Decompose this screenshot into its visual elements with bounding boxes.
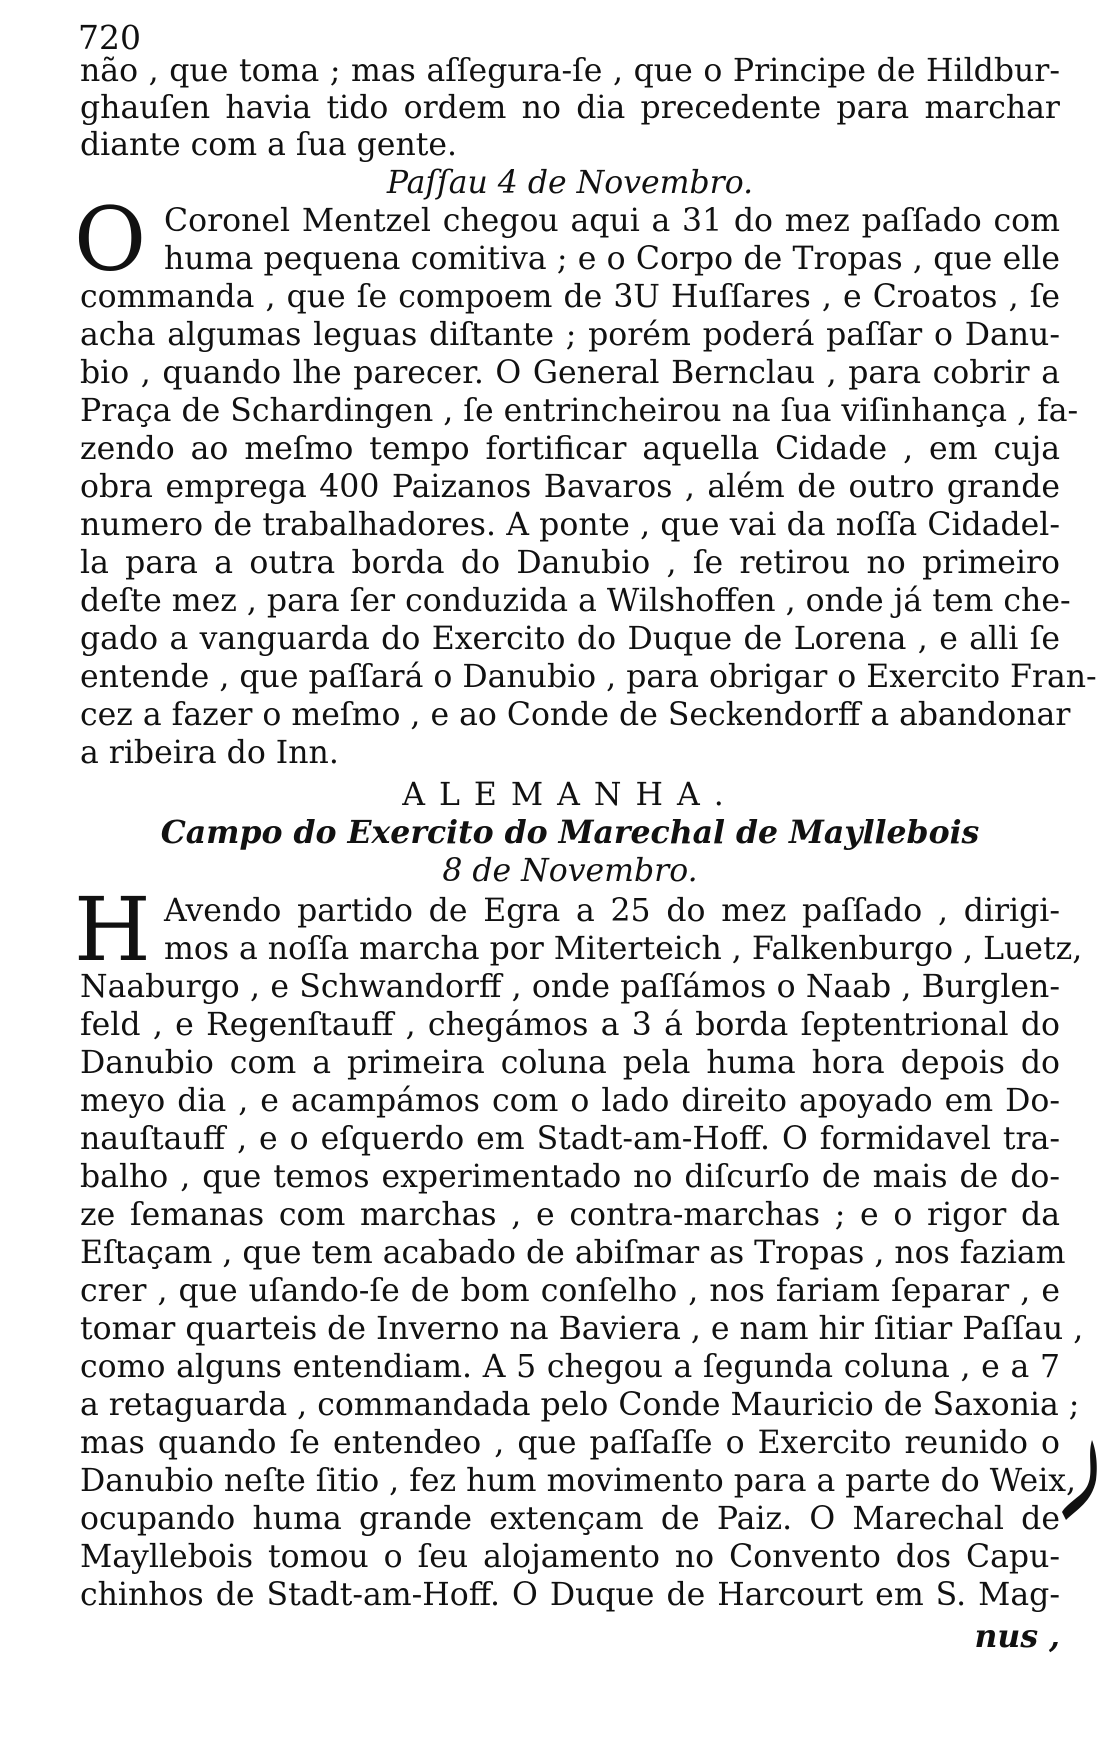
text-line: Coronel Mentzel chegou aqui a 31 do mez paſſado com <box>164 203 1060 239</box>
text-line: a retaguarda , commandada pelo Conde Mauricio de Saxonia ; <box>80 1387 1080 1423</box>
text-line: Avendo partido de Egra a 25 do mez paſſado , dirigi- <box>164 893 1060 929</box>
section-subheading: Campo do Exercito do Marechal de Mayllebois <box>160 814 980 851</box>
text-line: obra emprega 400 Paizanos Bavaros , além de outro grande <box>80 469 1060 505</box>
page-edge-mark <box>1062 1440 1098 1520</box>
text-line: commanda , que ſe compoem de 3U Huſſares , e Croatos , ſe <box>80 279 1060 315</box>
text-line: ocupando huma grande extençam de Paiz. O Marechal de <box>80 1501 1060 1537</box>
text-line: deſte mez , para ſer conduzida a Wilshoffen , onde já tem che- <box>80 583 1071 619</box>
dateline-passau: Paſſau 4 de Novembro. <box>386 165 754 201</box>
text-line: numero de trabalhadores. A ponte , que vai da noſſa Cidadel- <box>80 507 1060 543</box>
text-line: nauſtauff , e o eſquerdo em Stadt-am-Hoff. O formidavel tra- <box>80 1121 1060 1157</box>
text-line: Eſtaçam , que tem acabado de abiſmar as Tropas , nos faziam <box>80 1235 1066 1271</box>
text-line: Danubio com a primeira coluna pela huma hora depois do <box>80 1045 1060 1081</box>
text-line: chinhos de Stadt-am-Hoff. O Duque de Harcourt em S. Mag- <box>80 1577 1060 1613</box>
text-line: meyo dia , e acampámos com o lado direito apoyado em Do- <box>80 1083 1060 1119</box>
text-line: mos a noſſa marcha por Miterteich , Falkenburgo , Luetz, <box>164 931 1083 967</box>
text-line: balho , que temos experimentado no diſcurſo de mais de do- <box>80 1159 1060 1195</box>
text-line: como alguns entendiam. A 5 chegou a ſegunda coluna , e a 7 <box>80 1349 1060 1385</box>
text-line: ze ſemanas com marchas , e contra-marchas ; e o rigor da <box>80 1197 1060 1233</box>
text-line: não , que toma ; mas aſſegura-ſe , que o Principe de Hildbur- <box>80 53 1060 89</box>
text-line: bio , quando lhe parecer. O General Bernclau , para cobrir a <box>80 355 1060 391</box>
text-line: diante com a ſua gente. <box>80 127 458 163</box>
section-heading-alemanha: ALEMANHA. <box>402 777 738 813</box>
text-line: ghauſen havia tido ordem no dia precedente para marchar <box>80 90 1060 126</box>
text-line: Mayllebois tomou o ſeu alojamento no Convento dos Capu- <box>80 1539 1060 1575</box>
text-line: Praça de Schardingen , ſe entrincheirou na ſua viſinhança , fa- <box>80 393 1079 429</box>
text-line: huma pequena comitiva ; e o Corpo de Tropas , que elle <box>164 241 1060 277</box>
text-line: Danubio neſte ſitio , fez hum movimento para a parte do Weix, <box>80 1463 1077 1499</box>
text-line: la para a outra borda do Danubio , ſe retirou no primeiro <box>80 545 1060 581</box>
text-line: crer , que uſando-ſe de bom conſelho , nos fariam ſeparar , e <box>80 1273 1060 1309</box>
drop-cap-o: O <box>74 188 147 291</box>
text-line: gado a vanguarda do Exercito do Duque de Lorena , e alli ſe <box>80 621 1060 657</box>
dateline-camp: 8 de Novembro. <box>442 853 698 889</box>
text-line: mas quando ſe entendeo , que paſſaſſe o Exercito reunido o <box>80 1425 1060 1461</box>
text-line: entende , que paſſará o Danubio , para obrigar o Exercito Fran- <box>80 659 1097 695</box>
catchword: nus , <box>974 1618 1060 1655</box>
drop-cap-h: H <box>74 878 151 981</box>
text-line: feld , e Regenſtauff , chegámos a 3 á borda ſeptentrional do <box>80 1007 1060 1043</box>
text-line: a ribeira do Inn. <box>80 735 339 771</box>
text-line: Naaburgo , e Schwandorff , onde paſſámos o Naab , Burglen- <box>80 969 1060 1005</box>
text-line: acha algumas leguas diſtante ; porém poderá paſſar o Danu- <box>80 317 1060 353</box>
text-line: zendo ao meſmo tempo fortificar aquella Cidade , em cuja <box>80 431 1060 467</box>
page-number: 720 <box>78 18 141 57</box>
text-line: cez a fazer o meſmo , e ao Conde de Seckendorff a abandonar <box>80 697 1071 733</box>
text-line: tomar quarteis de Inverno na Baviera , e nam hir ſitiar Paſſau , <box>80 1311 1084 1347</box>
